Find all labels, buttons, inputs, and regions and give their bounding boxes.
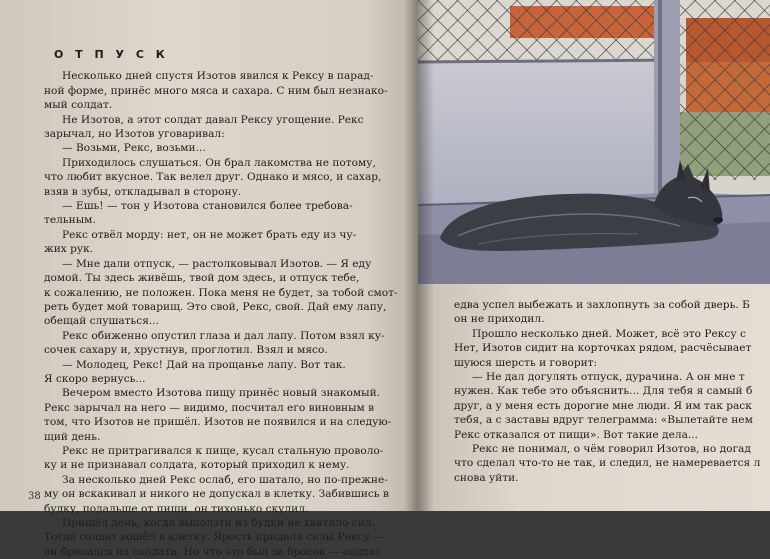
text-line: сочек сахару и, хрустнув, проглотил. Взял и мясо. (44, 344, 328, 357)
text-line: — Не дал догулять отпуск, дурачина. А он мне т (472, 371, 745, 384)
text-line: что сделал что-то не так, и следил, не намеревается л (454, 457, 761, 470)
text-line: Прошло несколько дней. Может, всё это Рексу с (472, 327, 746, 340)
text-line: Пришёл день, когда выползти из будки не хватило сил. (62, 517, 375, 529)
left-page-text (44, 48, 398, 559)
chapter-title: О Т П У С К (54, 48, 169, 61)
text-line: он не приходил. (454, 313, 545, 326)
text-line: — Ешь! — тон у Изотова становился более требова- (62, 200, 353, 213)
page-number: 38 (28, 491, 41, 502)
text-line: Вечером вместо Изотова пищу принёс новый знакомый. (62, 387, 381, 400)
text-line: Нет, Изотов сидит на корточках рядом, расчёсывает (454, 342, 752, 355)
text-line: Несколько дней спустя Изотов явился к Рексу в парад- (62, 70, 374, 83)
text-line: обещай слушаться... (44, 315, 160, 328)
text-line: Рекс не притрагивался к пище, кусал стальную проволо- (62, 444, 384, 457)
text-line: тельным. (44, 214, 96, 227)
text-line: — Возьми, Рекс, возьми... (62, 142, 206, 155)
text-line: том, что Изотов не пришёл. Изотов не появился и на следую- (44, 416, 392, 429)
text-line: взяв в зубы, откладывал в сторону. (44, 185, 242, 198)
text-line: нужен. Как тебе это объяснить... Для тебя я самый б (454, 385, 753, 398)
text-line: шуюся шерсть и говорит: (454, 356, 598, 369)
text-line: к сожалению, не положен. Пока меня не будет, за тобой смот- (44, 286, 398, 299)
text-line: Тогда солдат вошёл в клетку. Ярость придала силы Рексу — (44, 531, 384, 544)
text-line: друг, а у меня есть дорогие мне люди. Я им так раск (454, 399, 752, 412)
text-line: ку и не признавал солдата, который приходил к нему. (44, 459, 350, 472)
text-line: За несколько дней Рекс ослаб, его шатало, но по-прежне- (62, 473, 388, 486)
text-line: Рекс не понимал, о чём говорил Изотов, но догад (472, 443, 751, 456)
dog-lying-in-cage-illustration (418, 0, 770, 284)
text-line: реть будет мой товарищ. Это свой, Рекс, свой. Дай ему лапу, (44, 300, 387, 313)
text-line: Я скоро вернусь... (44, 372, 146, 385)
book-gutter-shadow (404, 0, 434, 511)
text-line: едва успел выбежать и захлопнуть за собой дверь. Б (454, 299, 750, 311)
text-line: зарычал, но Изотов уговаривал: (44, 128, 225, 141)
text-line: будку, подальше от пищи, он тихонько скулил. (44, 502, 309, 515)
text-line: что любит вкусное. Так велел друг. Однако и мясо, и сахар, (44, 171, 382, 184)
text-line: Не Изотов, а этот солдат давал Рексу угощение. Рекс (62, 113, 364, 126)
right-page-text (454, 298, 761, 511)
text-line: снова уйти. (454, 471, 519, 484)
text-line: Рекс отвёл морду: нет, он не может брать еду из чу- (62, 228, 357, 241)
text-line: тебя, а с заставы вдруг телеграмма: «Вылетайте нем (454, 414, 753, 427)
text-line: щий день. (44, 430, 101, 443)
text-line: Рекс зарычал на него — видимо, посчитал его виновным в (44, 401, 375, 414)
text-line: Рекс обиженно опустил глаза и дал лапу. Потом взял ку- (62, 329, 385, 342)
text-line: му он вскакивал и никого не допускал в клетку. Забившись в (44, 488, 389, 501)
text-line: Приходилось слушаться. Он брал лакомства не потому, (62, 156, 376, 169)
text-line: жих рук. (44, 243, 94, 256)
text-line: Рекс отказался от пищи». Вот такие дела... (454, 428, 698, 441)
text-line: ной форме, принёс много мяса и сахара. С ним был незнако- (44, 84, 388, 97)
text-line: — Мне дали отпуск, — растолковывал Изотов. — Я еду (62, 257, 372, 270)
text-line: он бросился на солдата. Но что это был за бросок — солдат (44, 545, 381, 558)
text-line: мый солдат. (44, 99, 113, 112)
text-line: домой. Ты здесь живёшь, твой дом здесь, и отпуск тебе, (44, 272, 360, 285)
text-line: — Молодец, Рекс! Дай на прощанье лапу. Вот так. (62, 358, 346, 371)
